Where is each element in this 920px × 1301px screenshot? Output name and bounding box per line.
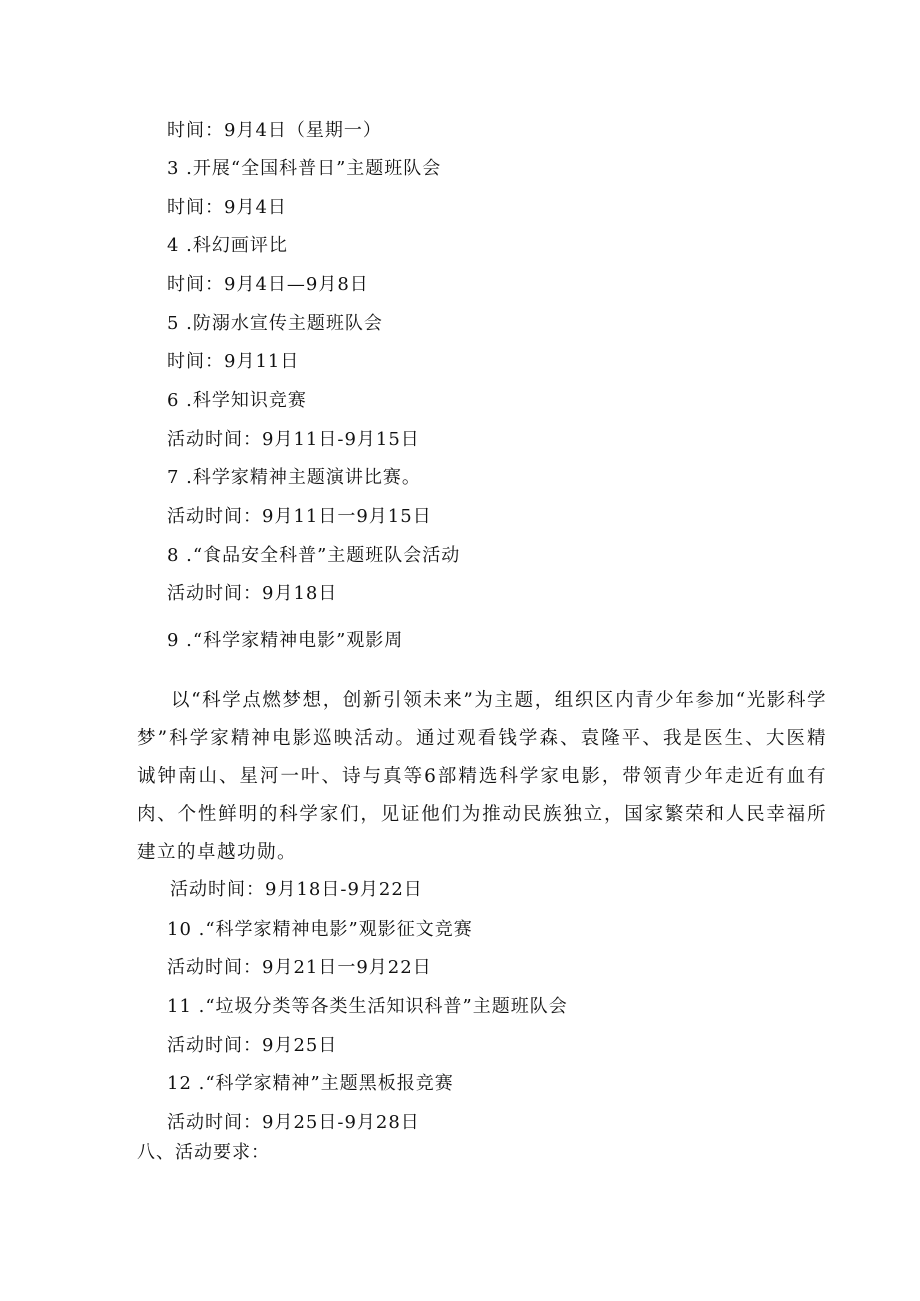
item-4-title: 4 .科幻画评比 — [167, 235, 288, 256]
item-6-title: 6 .科学知识竞赛 — [167, 390, 307, 411]
item-10-title: 10 .“科学家精神电影”观影征文竞赛 — [167, 919, 473, 940]
item-7-title: 7 .科学家精神主题演讲比赛。 — [167, 467, 421, 488]
time-line-item-2: 时间：9月4日（星期一） — [167, 120, 382, 141]
time-line-item-5: 时间：9月11日 — [167, 351, 300, 372]
time-line-item-4: 时间：9月4日—9月8日 — [167, 274, 369, 295]
time-line-item-11: 活动时间：9月25日 — [167, 1035, 338, 1056]
item-11-title: 11 .“垃圾分类等各类生活知识科普”主题班队会 — [167, 996, 568, 1017]
time-line-item-12: 活动时间：9月25日-9月28日 — [167, 1112, 420, 1133]
item-9-description: 以“科学点燃梦想，创新引领未来”为主题，组织区内青少年参加“光影科学梦”科学家精神电影巡映活动。通过观看钱学森、袁隆平、我是医生、大医精诚钟南山、星河一叶、诗与真等6部精选科学家电影，带领青少年走近有血有肉、个性鲜明的科学家们，见证他们为推动民族独立，国家繁荣和人民幸福所建立的卓越功勋。 — [137, 690, 827, 863]
time-line-item-6: 活动时间：9月11日-9月15日 — [167, 429, 420, 450]
item-9-title: 9 .“科学家精神电影”观影周 — [167, 630, 404, 651]
time-line-item-9: 活动时间：9月18日-9月22日 — [170, 879, 423, 900]
time-line-item-3: 时间：9月4日 — [167, 197, 287, 218]
section-heading-requirements: 八、活动要求： — [137, 1142, 270, 1163]
item-3-title: 3 .开展“全国科普日”主题班队会 — [167, 158, 442, 179]
item-12-title: 12 .“科学家精神”主题黑板报竞赛 — [167, 1073, 454, 1094]
item-5-title: 5 .防溺水宣传主题班队会 — [167, 313, 383, 334]
time-line-item-7: 活动时间：9月11日一9月15日 — [167, 506, 432, 527]
time-line-item-8: 活动时间：9月18日 — [167, 583, 338, 604]
time-line-item-10: 活动时间：9月21日一9月22日 — [167, 957, 432, 978]
item-8-title: 8 .“食品安全科普”主题班队会活动 — [167, 545, 461, 566]
